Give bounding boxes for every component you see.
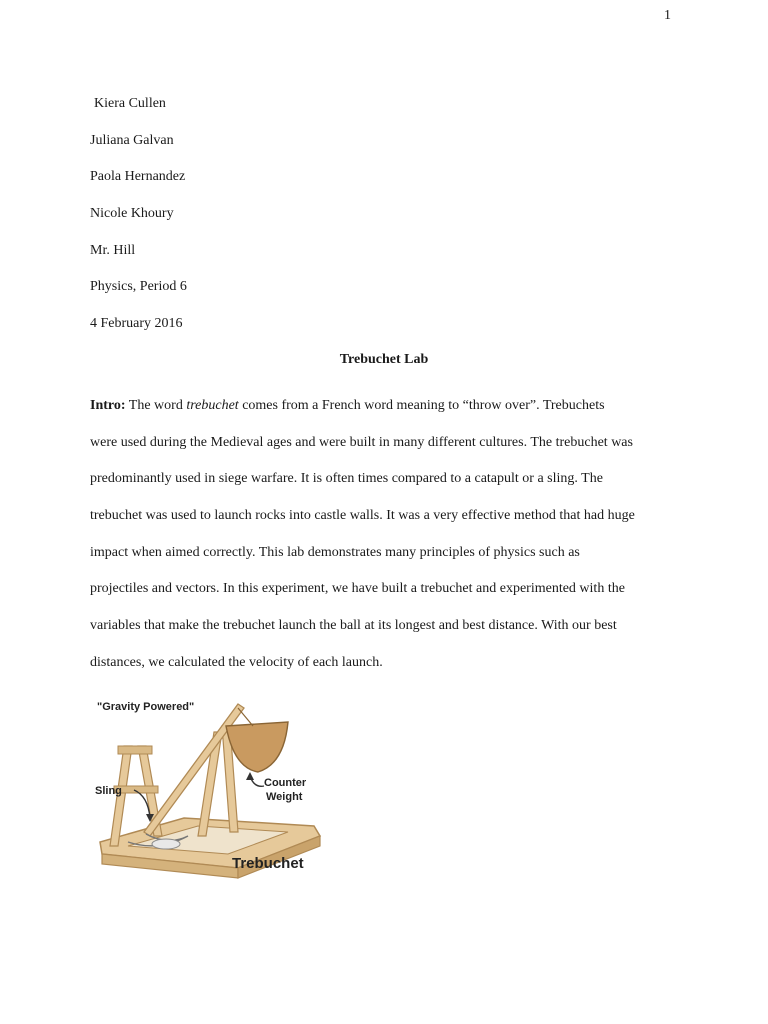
- sling-pouch: [152, 839, 180, 849]
- intro-line: trebuchet was used to launch rocks into castle walls. It was a very effective method that had huge: [90, 508, 635, 524]
- author-name: Juliana Galvan: [90, 132, 174, 148]
- page-number: 1: [664, 8, 671, 23]
- intro-text: comes from a French word meaning to “throw over”. Trebuchets: [238, 398, 605, 413]
- intro-line: were used during the Medieval ages and were built in many different cultures. The trebuchet was: [90, 434, 633, 450]
- intro-line: [90, 388, 690, 425]
- intro-line: impact when aimed correctly. This lab demonstrates many principles of physics such as: [90, 544, 580, 560]
- intro-label: Intro:: [90, 398, 126, 413]
- trebuchet-figure: [88, 686, 328, 886]
- intro-line: distances, we calculated the velocity of each launch.: [90, 654, 383, 670]
- crossbar-left: [118, 746, 152, 754]
- figure-label-counter: Counter: [264, 777, 307, 789]
- figure-label-weight: Weight: [266, 791, 303, 803]
- document-date: 4 February 2016: [90, 316, 183, 332]
- author-name: Kiera Cullen: [94, 96, 166, 111]
- intro-line: variables that make the trebuchet launch the ball at its longest and best distance. With our best: [90, 618, 617, 634]
- figure-label-trebuchet: Trebuchet: [232, 855, 304, 872]
- intro-text: The word: [125, 398, 187, 413]
- author-name: Paola Hernandez: [90, 169, 186, 185]
- document-title: Trebuchet Lab: [339, 352, 429, 367]
- author-name: Nicole Khoury: [90, 206, 174, 222]
- trebuchet-illustration-icon: [88, 686, 328, 886]
- intro-line: predominantly used in siege warfare. It is often times compared to a catapult or a sling. The: [90, 471, 603, 487]
- figure-label-gravity: "Gravity Powered": [97, 701, 195, 713]
- course-name: Physics, Period 6: [90, 279, 187, 295]
- teacher-name: Mr. Hill: [90, 242, 136, 258]
- figure-label-sling: Sling: [95, 785, 122, 797]
- counterweight: [226, 722, 288, 772]
- mla-heading: [90, 94, 187, 351]
- intro-paragraph: [90, 388, 690, 682]
- intro-italic-term: trebuchet: [186, 398, 239, 413]
- intro-line: projectiles and vectors. In this experiment, we have built a trebuchet and experimented with the: [90, 581, 625, 597]
